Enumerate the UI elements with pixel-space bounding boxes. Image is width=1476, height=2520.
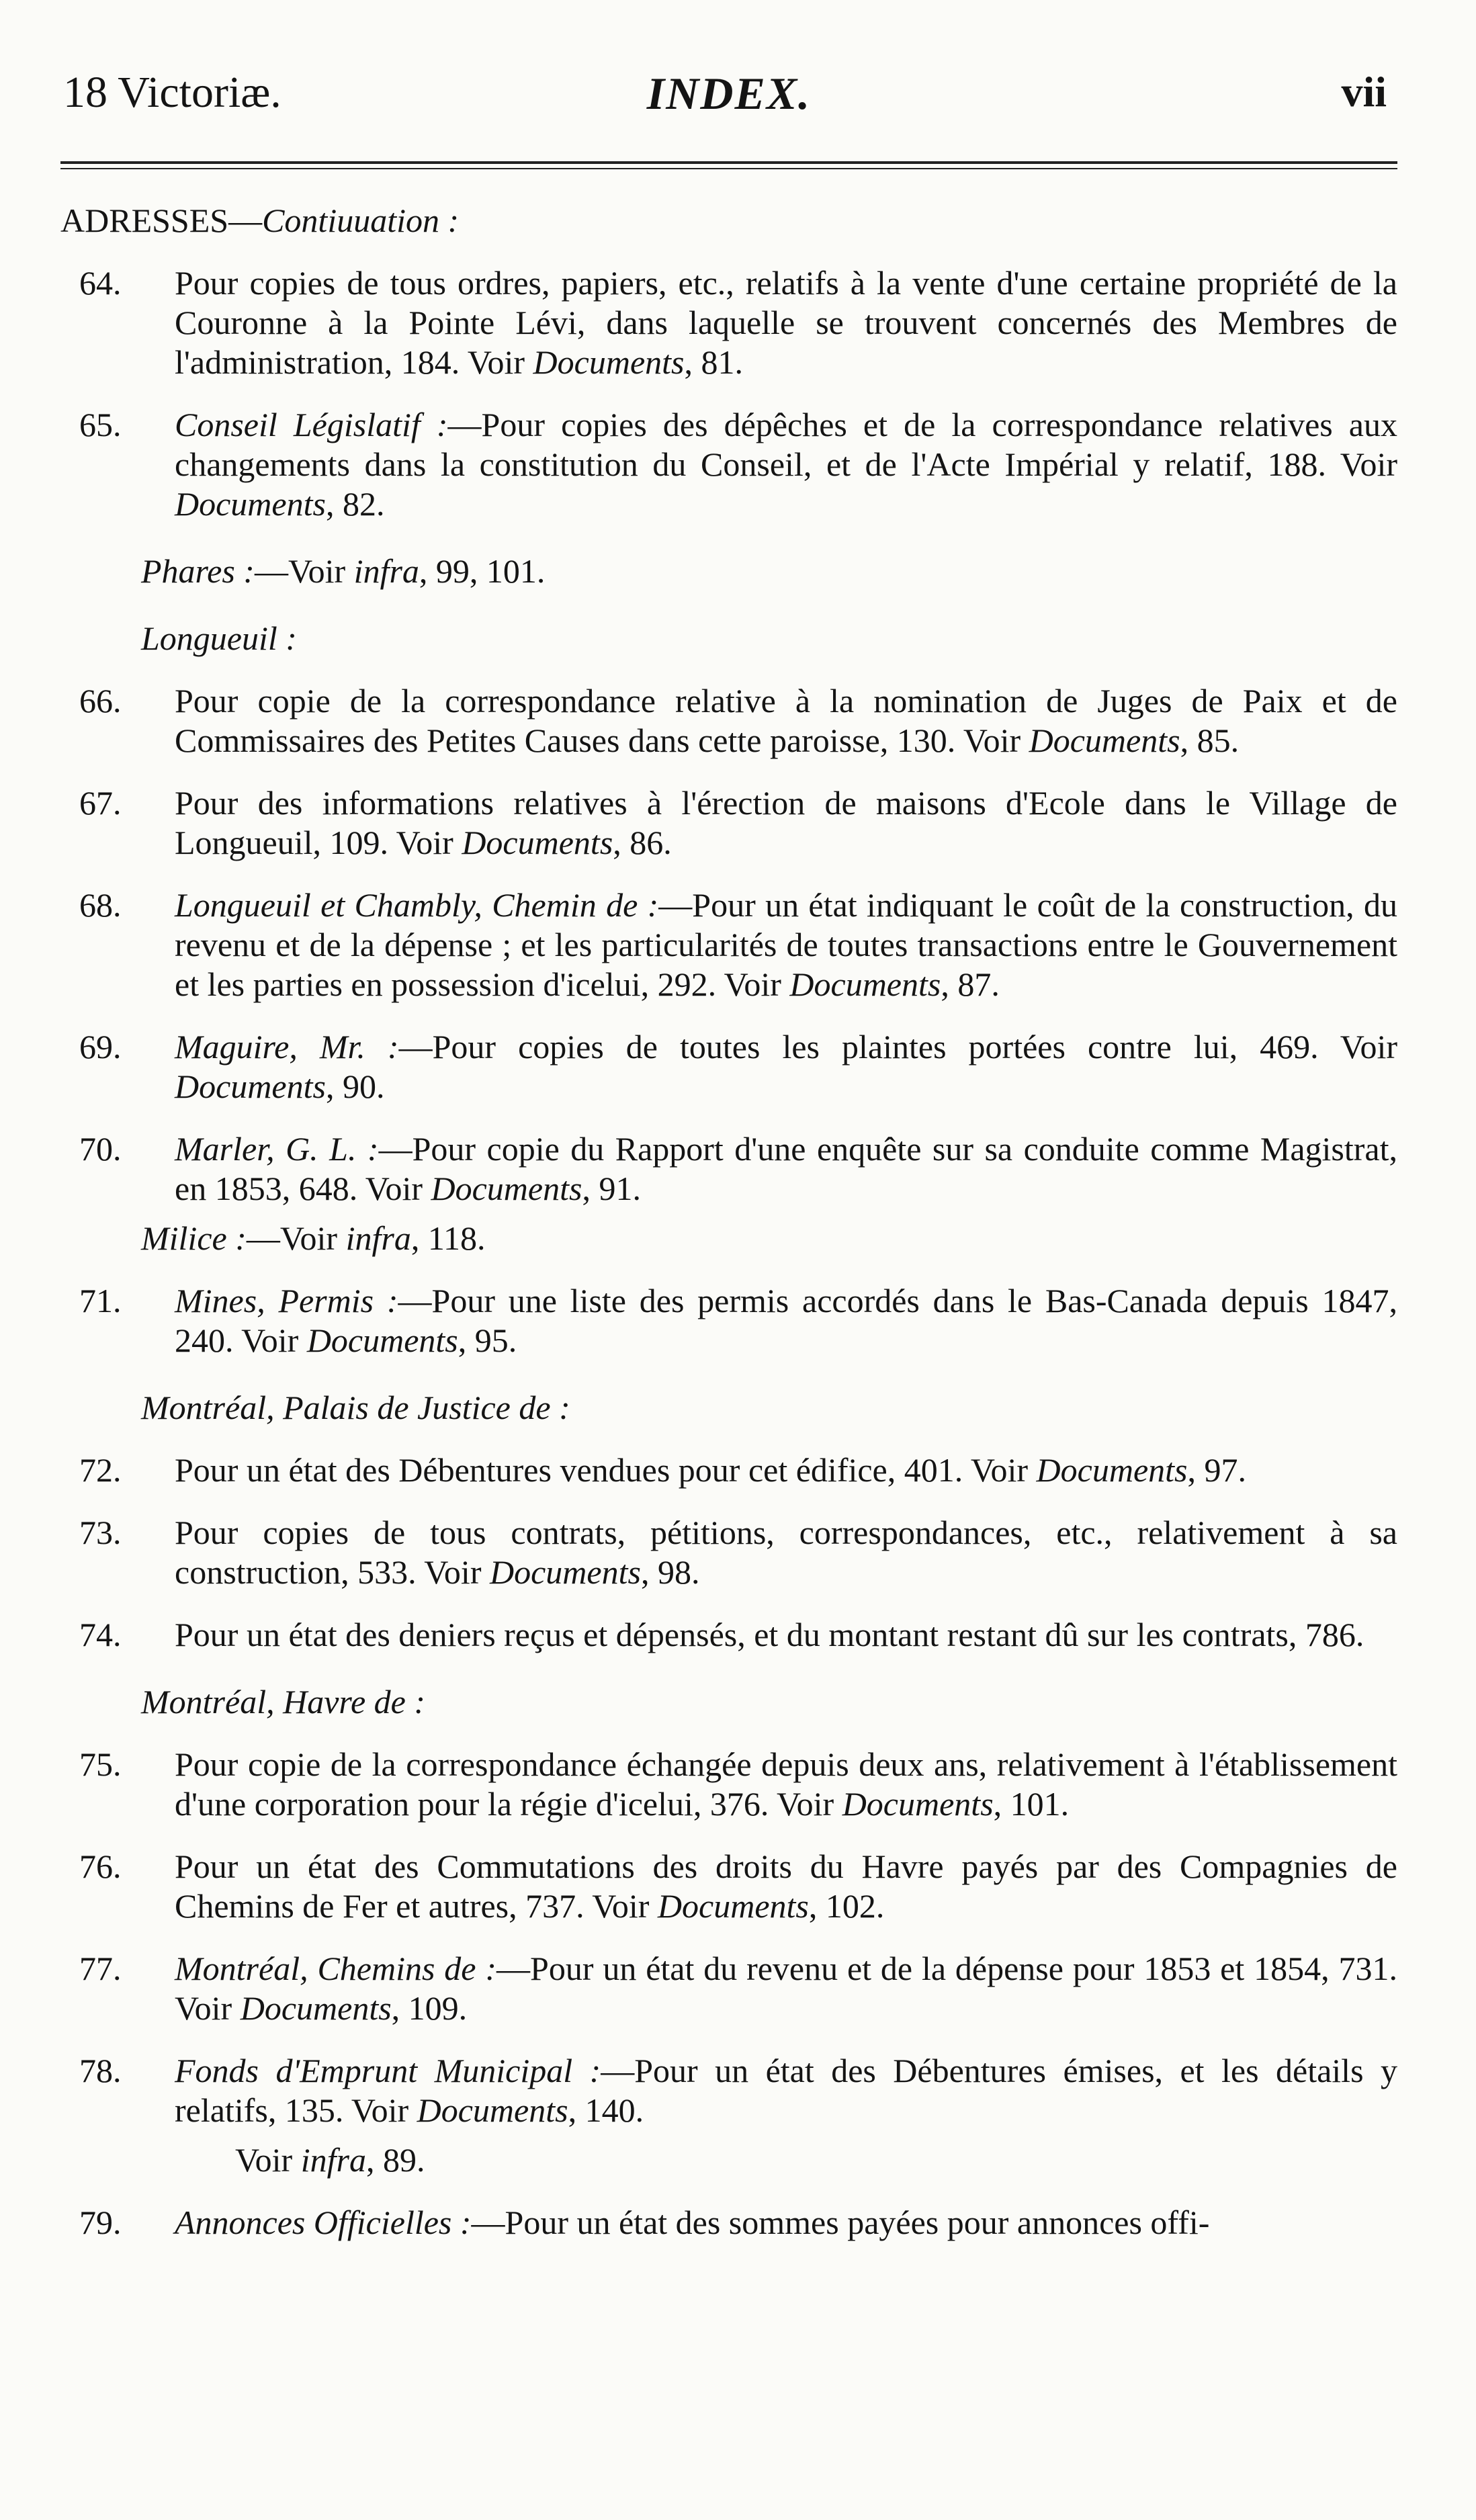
entry-number: 66. xyxy=(79,682,122,720)
documents-ref: Documents xyxy=(417,2091,568,2129)
cross-ref-milice: Milice :—Voir infra, 118. xyxy=(141,1219,486,1257)
entry-text: Pour copie de la correspondance échangée depuis deux ans, relativement à l'établissement d'une corporation pour la régie d'icelui, 376. Voir xyxy=(175,1745,1397,1823)
entry-number: 76. xyxy=(79,1848,122,1885)
entry-text: —Pour copies de toutes les plaintes portées contre lui, 469. Voir xyxy=(398,1028,1397,1066)
entry-number: 67. xyxy=(79,784,122,822)
index-entry-70: 70. Marler, G. L. :—Pour copie du Rapport d'une enquête sur sa conduite comme Magistrat, en 1853, 648. Voir Documents, 91. xyxy=(79,1130,1397,1207)
documents-ref: Documents xyxy=(1029,722,1180,759)
entry-number: 78. xyxy=(79,2052,122,2089)
entry-heading: Longueuil et Chambly, Chemin de : xyxy=(175,886,659,924)
index-entry-72: 72. Pour un état des Débentures vendues pour cet édifice, 401. Voir Documents, 97. xyxy=(79,1451,1246,1489)
index-entry-74 xyxy=(60,1615,1397,1655)
entry-heading: Maguire, Mr. : xyxy=(175,1028,399,1066)
documents-ref: Documents xyxy=(489,1553,641,1591)
entry-number: 72. xyxy=(79,1451,122,1489)
index-entry-77: 77. Montréal, Chemins de :—Pour un état du revenu et de la dépense pour 1853 et 1854, 731. Voir Documents, 109. xyxy=(79,1950,1397,2027)
entry-text: —Pour un état du revenu et de la dépense pour 1853 et 1854, 731. Voir xyxy=(175,1950,1397,2027)
running-head-title: INDEX. xyxy=(646,68,812,119)
entry-text: Pour copie de la correspondance relative à la nomination de Juges de Paix et de Commissaires des Petites Causes dans cette paroisse, 130. Voir xyxy=(175,682,1397,759)
section-title: ADRESSES—Contiuuation : xyxy=(60,202,460,239)
documents-ref: Documents xyxy=(306,1321,458,1359)
entry-number: 73. xyxy=(79,1514,122,1551)
entry-text: —Pour un état des Débentures émises, et les détails y relatifs, 135. Voir xyxy=(175,2052,1397,2129)
header-rule xyxy=(60,161,1397,164)
documents-ref: Documents xyxy=(462,824,613,861)
entry-number: 71. xyxy=(79,1282,122,1319)
entry-heading: Marler, G. L. : xyxy=(175,1130,379,1168)
index-entry-73: 73. Pour copies de tous contrats, pétitions, correspondances, etc., relativement à sa construction, 533. Voir Documents, 98. xyxy=(79,1514,1397,1591)
documents-ref: Documents xyxy=(842,1785,994,1823)
entry-text: —Pour copies des dépêches et de la correspondance relatives aux changements dans la constitution du Conseil, et de l'Acte Impérial y relatif, 188. Voir xyxy=(175,406,1397,483)
index-entry-69: 69. Maguire, Mr. :—Pour copies de toutes les plaintes portées contre lui, 469. Voir Documents, 90. xyxy=(79,1028,1397,1105)
entry-number: 70. xyxy=(79,1130,122,1168)
entry-number: 75. xyxy=(79,1745,122,1783)
running-head-left: 18 Victoriæ. xyxy=(63,68,281,117)
entry-heading: Montréal, Chemins de : xyxy=(175,1950,497,1987)
entry-text: —Pour une liste des permis accordés dans le Bas-Canada depuis 1847, 240. Voir xyxy=(175,1282,1397,1359)
cross-ref-voir-89: Voir infra, 89. xyxy=(235,2141,425,2179)
entry-number: 74. xyxy=(79,1616,122,1653)
documents-ref: Documents xyxy=(431,1170,582,1207)
documents-ref: Documents xyxy=(657,1887,809,1925)
index-entry-67: 67. Pour des informations relatives à l'érection de maisons d'Ecole dans le Village de Longueuil, 109. Voir Documents, 86. xyxy=(79,784,1397,861)
subheading-longueuil: Longueuil : xyxy=(141,619,297,657)
entry-text: Pour un état des Débentures vendues pour cet édifice, 401. Voir xyxy=(175,1451,1037,1489)
index-entry-75: 75. Pour copie de la correspondance échangée depuis deux ans, relativement à l'établissement d'une corporation pour la régie d'icelui, 376. Voir Documents, 101. xyxy=(79,1745,1397,1823)
index-entry-68: 68. Longueuil et Chambly, Chemin de :—Pour un état indiquant le coût de la construction, du revenu et de la dépense ; et les particularités de toutes transactions entre le Gouvernement et les parties en possession d'icelui, 292. Voir Documents, 87. xyxy=(79,886,1397,1003)
index-entry-66: 66. Pour copie de la correspondance relative à la nomination de Juges de Paix et de Commissaires des Petites Causes dans cette paroisse, 130. Voir Documents, 85. xyxy=(79,682,1397,759)
entry-number: 79. xyxy=(79,2204,122,2241)
documents-ref: Documents xyxy=(533,343,685,381)
index-entry-79 xyxy=(60,2203,1397,2243)
entry-number: 77. xyxy=(79,1950,122,1987)
subheading-montreal-havre: Montréal, Havre de : xyxy=(141,1683,426,1721)
subheading-montreal-palais: Montréal, Palais de Justice de : xyxy=(141,1389,570,1426)
entry-text: —Pour copie du Rapport d'une enquête sur sa conduite comme Magistrat, en 1853, 648. Voir xyxy=(175,1130,1397,1207)
entry-number: 69. xyxy=(79,1028,122,1066)
document-page xyxy=(60,47,1397,2243)
entry-number: 64. xyxy=(79,264,122,302)
documents-ref: Documents xyxy=(240,1989,392,2027)
index-entry-71: 71. Mines, Permis :—Pour une liste des permis accordés dans le Bas-Canada depuis 1847, 240. Voir Documents, 95. xyxy=(79,1282,1397,1359)
entry-text: Pour copies de tous contrats, pétitions, correspondances, etc., relativement à sa construction, 533. Voir xyxy=(175,1514,1397,1591)
index-entry-65: 65. Conseil Législatif :—Pour copies des dépêches et de la correspondance relatives aux changements dans la constitution du Conseil, et de l'Acte Impérial y relatif, 188. Voir Documents, 82. xyxy=(79,406,1397,523)
entry-text: Pour un état des deniers reçus et dépensés, et du montant restant dû sur les contrats, 786. xyxy=(175,1616,1364,1653)
documents-ref: Documents xyxy=(175,1068,326,1105)
documents-ref: Documents xyxy=(1036,1451,1188,1489)
entry-heading: Annonces Officielles : xyxy=(175,2204,472,2241)
entry-number: 65. xyxy=(79,406,122,443)
entry-text: Pour copies de tous ordres, papiers, etc., relatifs à la vente d'une certaine propriété de la Couronne à la Pointe Lévi, dans laquelle se trouvent concernés des Membres de l'administration, 184. Voir xyxy=(175,264,1397,381)
documents-ref: Documents xyxy=(789,965,941,1003)
entry-heading: Mines, Permis : xyxy=(175,1282,398,1319)
cross-ref-phares: Phares :—Voir infra, 99, 101. xyxy=(141,552,546,590)
entry-heading: Conseil Législatif : xyxy=(175,406,448,443)
header-rule-thin xyxy=(60,168,1397,169)
entry-number: 68. xyxy=(79,886,122,924)
index-entry-76: 76. Pour un état des Commutations des droits du Havre payés par des Compagnies de Chemins de Fer et autres, 737. Voir Documents, 102. xyxy=(79,1848,1397,1925)
index-entry-64: 64. Pour copies de tous ordres, papiers, etc., relatifs à la vente d'une certaine propriété de la Couronne à la Pointe Lévi, dans laquelle se trouvent concernés des Membres de l'administration, 184. Voir Documents, 81. xyxy=(79,264,1397,381)
page-number: vii xyxy=(1341,68,1387,116)
index-entry-78: 78. Fonds d'Emprunt Municipal :—Pour un état des Débentures émises, et les détails y relatifs, 135. Voir Documents, 140. xyxy=(79,2052,1397,2129)
documents-ref: Documents xyxy=(175,485,326,523)
entry-text: Pour un état des Commutations des droits du Havre payés par des Compagnies de Chemins de Fer et autres, 737. Voir xyxy=(175,1848,1397,1925)
page-header xyxy=(60,47,1397,121)
entry-text: —Pour un état des sommes payées pour annonces offi- xyxy=(471,2204,1210,2241)
entry-heading: Fonds d'Emprunt Municipal : xyxy=(175,2052,601,2089)
entry-text: —Pour un état indiquant le coût de la construction, du revenu et de la dépense ; et les particularités de toutes transactions entre le Gouvernement et les parties en possession d'icelui, 292. Voir xyxy=(175,886,1397,1003)
entry-text: Pour des informations relatives à l'érection de maisons d'Ecole dans le Village de Longueuil, 109. Voir xyxy=(175,784,1397,861)
